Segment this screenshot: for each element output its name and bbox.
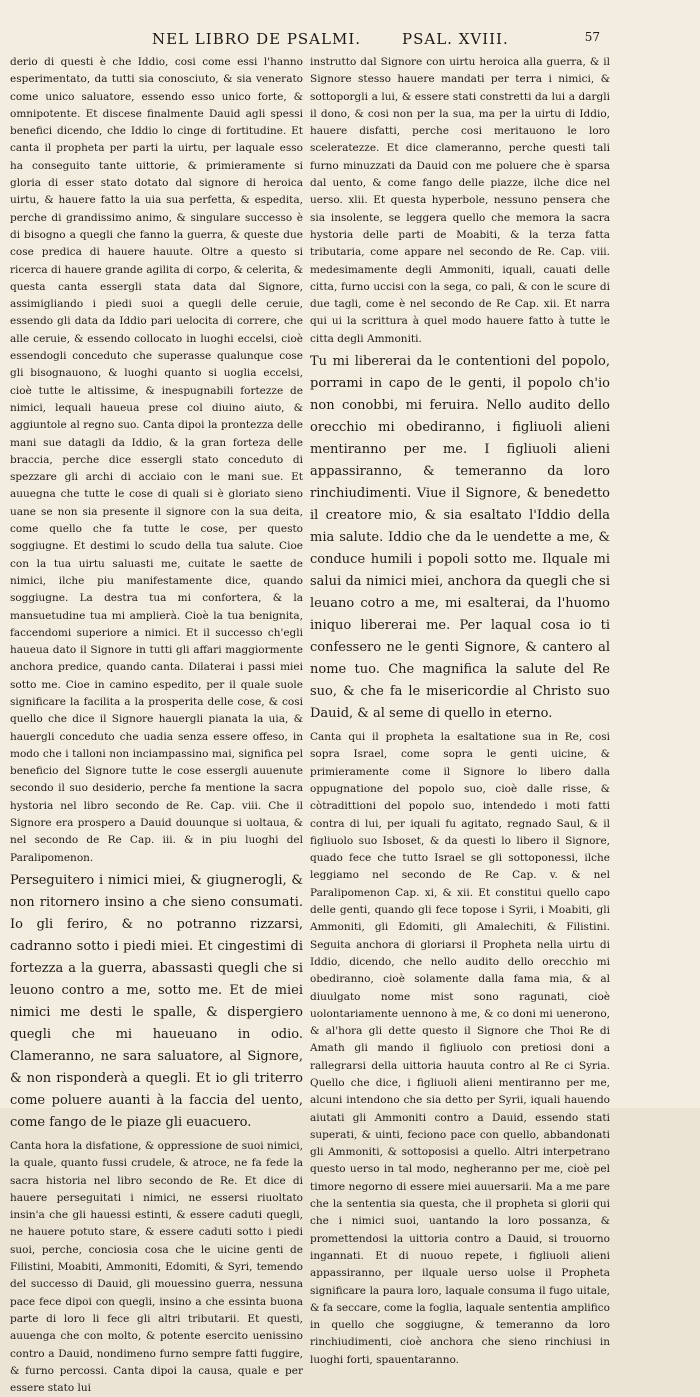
commentary-paragraph: Canta hora la disfatione, & oppressione de suoi nimici, la quale, quanto fussi crudele, & atroce, ne fa fede la sacra historia nel libro secondo de Re. Et dice di hauere perseguitati i nimici, ne essersi riuoltato insin'a che gli hauessi estinti, & essere caduti quegli, ne hauere potuto stare, & essere caduti sotto i piedi suoi, perche, conciosia cosa che le uicine genti de Filistini, Moabiti, Ammoniti, Edomiti, & Syri, temendo del successo di Dauid, gli mouessino guerra, nessuna pace fece dipoi con quegli, insino a che essinta buona parte di loro li fece gli altri tributarii. Et questi, auuenga che con molto, & potente esercito uenissino contro a Dauid, nondimeno furno sempre fatti fuggire, & furno percossi. Canta dipoi la causa, quale e per essere stato lui [10, 1139, 303, 1395]
running-head-title: NEL LIBRO DE PSALMI. [152, 30, 362, 48]
left-column [10, 54, 303, 1395]
running-head-psalm-number: PSAL. XVIII. [402, 30, 509, 48]
running-head [152, 30, 600, 52]
right-column [310, 54, 610, 1366]
scripture-passage: Tu mi libererai da le contentioni del popolo, porrami in capo de le genti, il popolo ch'io non conobbi, mi feruira. Nello audito dello orecchio mi obediranno, i figliuoli alieni mentiranno per me. I figliuoli alieni appassiranno, & temeranno da loro rinchiudimenti. Viue il Signore, & benedetto il creatore mio, & sia esaltato l'Iddio della mia salute. Iddio che da le uendette a me, & conduce humili i popoli sotto me. Ilquale mi salui da nimici miei, anchora da quegli che si leuano cotro a me, mi esalterai, da l'huomo iniquo libererai me. Per laqual cosa io ti confessero ne le genti Signore, & cantero al nome tuo. Che magnifica la salute del Re suo, & che fa le misericordie al Christo suo Dauid, & al seme di quello in eterno. [310, 354, 610, 722]
commentary-paragraph: derio di questi è che Iddio, cosi come essi l'hanno esperimentato, da tutti sia conosciuto, & sia venerato come unico saluatore, essendo esso unico forte, & omnipotente. Et discese finalmente Dauid agli spessi benefici dicendo, che Iddio lo cinge di fortitudine. Et canta il propheta per parti la uirtu, per laquale esso ha conseguito tante uittorie, & primieramente si gloria di esser stato dotato dal signore di heroica uirtu, & hauere fatto la uia sua perfetta, & espedita, perche di grandissimo animo, & singulare successo è di bisogno a quegli che fanno la guerra, & queste due cose predica di hauere hauute. Oltre a questo si ricerca di hauere grande agilita di corpo, & celerita, & questa canta essergli stata data dal Signore, assimigliando i piedi suoi a quegli delle ceruie, essendo gli data da Iddio pari uelocita di correre, che alle ceruie, & essendo collocato in luoghi eccelsi, cioè essendogli conceduto che superasse qualunque cose gli bisognauono, & luoghi quanto si uoglia eccelsi, cioè tutte le altissime, & inespugnabili fortezze de nimici, lequali haueua prese col diuino aiuto, & aggiuntole al regno suo. Canta dipoi la prontezza delle mani sue datagli da Iddio, & la gran forteza delle braccia, perche dice essergli stato conceduto di spezzare gli archi di acciaio con le mani sue. Et auuegna che tutte le cose di quali si è gloriato sieno uane se non sia presente il signore con la sua deita, come quello che fa tutte le cose, per questo soggiugne. Et destimi lo scudo della tua salute. Cioe con la tua uirtu saluasti me, cuitate le saette de nimici, ilche piu manifestamente dice, quando soggiugne. La destra tua mi confortera, & la mansuetudine tua mi amplierà. Cioè la tua benignita, faccendomi superiore a nimici. Et il successo ch'egli haueua dato il Signore in tutti gli affari maggiormente anchora predice, quando canta. Dilaterai i passi miei sotto me. Cioe in camino espedito, per il quale suole significare la facilita a la prosperita delle cose, & cosi quello che dice il Signore hauergli pianata la uia, & hauergli conceduto che uadia senza essere offeso, in modo che i talloni non inciampassino mai, significa pel beneficio del Signore tutte le cose essergli auuenute secondo il suo desiderio, perche fa mentione la sacra hystoria nel libro secondo de Re. Cap. viii. Che il Signore era prospero a Dauid douunque si uoltaua, & nel secondo de Re Cap. iii. & in piu luoghi del Paralipomenon. [10, 56, 303, 864]
folio-number: 57 [584, 30, 600, 44]
scripture-passage: Perseguitero i nimici miei, & giugnerogli, & non ritornero insino a che sieno consumati. Io gli feriro, & no potranno rizzarsi, cadranno sotto i piedi miei. Et cingestimi di fortezza a la guerra, abassasti quegli che si leuono contro a me, sotto me. Et de miei nimici me desti le spalle, & dispergiero quegli che mi haueuano in odio. Clameranno, ne sara saluatore, al Signore, & non risponderà a quegli. Et io gli triterro come poluere auanti à la faccia del uento, come fango de le piaze gli euacuero. [10, 872, 303, 1130]
commentary-paragraph: Canta qui il propheta la esaltatione sua in Re, cosi sopra Israel, come sopra le genti uicine, & primieramente come il Signore lo libero dalla oppugnatione del popolo suo, cioè dalle risse, & còtradittioni del popolo suo, intendedo i moti fatti contra di lui, per iquali fu agitato, regnado Saul, & il figliuolo suo Isboset, & da questi lo libero il Signore, quado fece che tutto Israel se gli sottoponessi, ilche leggiamo nel secondo de Re Cap. v. & nel Paralipomenon Cap. xi, & xii. Et constitui quello capo delle genti, quando gli fece topose i Syrii, i Moabiti, gli Ammoniti, gli Edomiti, gli Amalechiti, & Filistini. Seguita anchora di gloriarsi il Propheta nella uirtu di Iddio, dicendo, che nello audito dello orecchio mi obediranno, cioè solamente dalla fama mia, & al diuulgato nome mist sono ragunati, cioè uolontariamente uennono à me, & co doni mi uenerono, & al'hora gli dette questo il Signore che Thoi Re di Amath gli mando il figliuolo con pretiosi doni a rallegrarsi della uittoria hauuta contro al Re ci Syria. Quello che dice, i figliuoli alieni mentiranno per me, alcuni intendono che sia detto per Syrii, iquali hauendo aiutati gli Ammoniti contro a Dauid, essendo stati superati, & uinti, feciono pace con quello, abbandonati gli Ammoniti, & sottoposisi a quello. Altri interpetrano questo uerso in tal modo, negheranno per me, cioè pel timore negorno di essere miei auuersarii. Ma a me pare che la sententia sia questa, che il propheta si glorii qui che i nimici suoi, uantando la loro possanza, & promettendosi la uittoria contro a Dauid, si trouorno ingannati. Et di nuouo repete, i figliuoli alieni appassiranno, per ilquale uerso uolse il Propheta significare la paura loro, laquale consuma il fugo uitale, & fa seccare, come la foglia, laquale sententia amplifico in quello che soggiugne, & temeranno da loro rinchiudimenti, cioè anchora che sieno rinchiusi in luoghi forti, spauentaranno. [310, 731, 610, 1366]
commentary-paragraph: instrutto dal Signore con uirtu heroica alla guerra, & il Signore stesso hauere mandati per terra i nimici, & sottoporgli a lui, & essere stati constretti da lui a dargli il dono, & cosi non per la sua, ma per la uirtu di Iddio, hauere disfatti, perche cosi meritauono le loro sceleratezze. Et dice clameranno, perche questi tali furno minuzzati da Dauid con me poluere che è sparsa dal uento, & come fango delle piazze, ilche dice nel uerso. xlii. Et questa hyperbole, nessuno pensera che sia insolente, se leggera quello che memora la sacra hystoria delle parti de Moabiti, & la terza fatta tributaria, come appare nel secondo de Re. Cap. viii. medesimamente degli Ammoniti, iquali, cauati delle citta, furno uccisi con la sega, co pali, & con le scure di due tagli, come è nel secondo de Re Cap. xii. Et narra qui ui la scrittura à quel modo hauere fatto à tutte le citta degli Ammoniti. [310, 56, 610, 345]
